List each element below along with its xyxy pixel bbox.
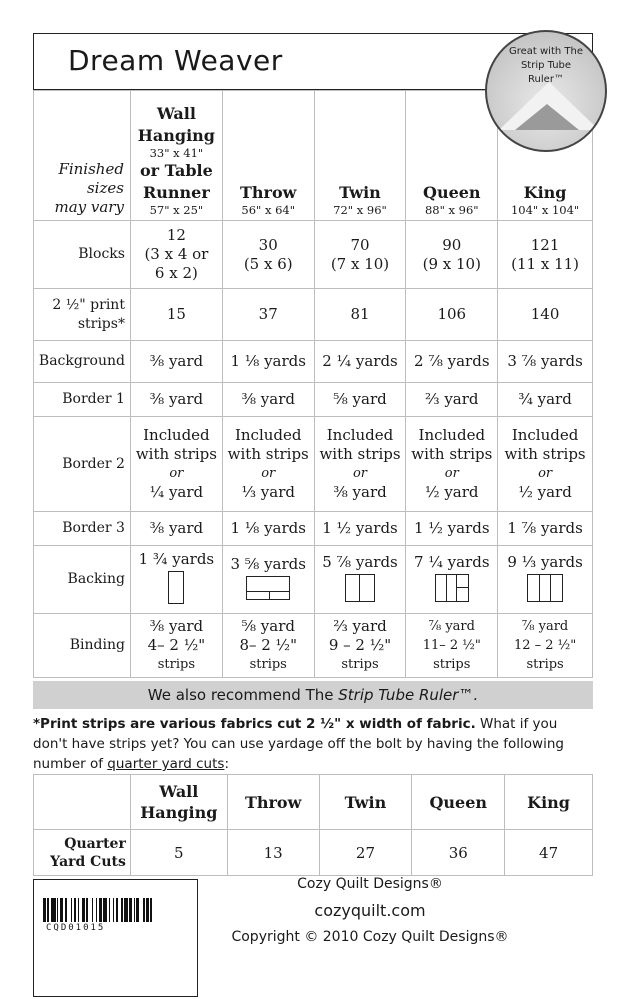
table-cell: 7 ¼ yards: [406, 546, 498, 614]
qcol-queen: Queen: [412, 775, 505, 830]
col-queen: Queen 88" x 96": [406, 91, 498, 221]
copyright: Copyright © 2010 Cozy Quilt Designs®: [231, 929, 509, 945]
table-cell: 121 (11 x 11): [498, 221, 593, 289]
border3-row: [34, 512, 593, 546]
table-cell: 13: [227, 830, 319, 876]
recommend-banner: We also recommend The Strip Tube Ruler™.: [33, 681, 593, 709]
row-label: Border 1: [34, 383, 131, 417]
table-cell: 12 (3 x 4 or 6 x 2): [130, 221, 222, 289]
row-label: Blocks: [34, 221, 131, 289]
table-cell: 9 ⅓ yards: [498, 546, 593, 614]
col-king: King 104" x 104": [498, 91, 593, 221]
table-cell: 15: [130, 289, 222, 341]
table-cell: Included with strips or ½ yard: [406, 417, 498, 512]
strips-row: [34, 289, 593, 341]
blocks-row: [34, 221, 593, 289]
col-twin: Twin 72" x 96": [314, 91, 406, 221]
table-cell: ⅜ yard: [222, 383, 314, 417]
table-cell: 70 (7 x 10): [314, 221, 406, 289]
quarter-values-row: [34, 830, 593, 876]
table-cell: 27: [319, 830, 412, 876]
row-label: Background: [34, 341, 131, 383]
table-cell: ⅜ yard: [130, 341, 222, 383]
ruler-inner-icon: [515, 104, 579, 130]
table-cell: 1 ⅞ yards: [498, 512, 593, 546]
table-cell: 30 (5 x 6): [222, 221, 314, 289]
badge-line-3: Ruler™: [528, 74, 564, 85]
yardage-table: [33, 90, 593, 678]
table-cell: 81: [314, 289, 406, 341]
twin-layout-icon: [345, 574, 375, 602]
quarter-yard-table: [33, 774, 593, 876]
table-cell: ⅜ yard: [130, 512, 222, 546]
banner-brand: Strip Tube Ruler™.: [338, 686, 479, 704]
table-cell: Included with strips or ¼ yard: [130, 417, 222, 512]
qcol-wall-hanging: Wall Hanging: [130, 775, 227, 830]
table-cell: ⅜ yard: [130, 383, 222, 417]
table-cell: 106: [406, 289, 498, 341]
table-cell: Included with strips or ½ yard: [498, 417, 593, 512]
binding-row: [34, 614, 593, 678]
website: cozyquilt.com: [314, 901, 426, 920]
table-cell: ⅝ yard 8– 2 ½" strips: [222, 614, 314, 678]
row-label: Border 2: [34, 417, 131, 512]
pattern-title: Dream Weaver: [68, 44, 283, 77]
finished-sizes-note: Finished sizes may vary: [34, 91, 131, 221]
empty-header: [34, 775, 131, 830]
badge-line-1: Great with The: [508, 46, 583, 57]
qcol-king: King: [505, 775, 593, 830]
backing-row: [34, 546, 593, 614]
table-cell: 3 ⅝ yards: [222, 546, 314, 614]
border2-row: [34, 417, 593, 512]
barcode-box: [33, 879, 198, 997]
table-cell: 37: [222, 289, 314, 341]
table-cell: Included with strips or ⅓ yard: [222, 417, 314, 512]
quarter-header-row: [34, 775, 593, 830]
border1-row: [34, 383, 593, 417]
company-name: Cozy Quilt Designs®: [297, 876, 443, 892]
king-layout-icon: [527, 574, 563, 602]
table-cell: ⅝ yard: [314, 383, 406, 417]
table-cell: ¾ yard: [498, 383, 593, 417]
table-cell: ⅔ yard 9 – 2 ½" strips: [314, 614, 406, 678]
qcol-throw: Throw: [227, 775, 319, 830]
table-cell: 1 ⅛ yards: [222, 341, 314, 383]
wall-layout-icon: [168, 571, 184, 604]
table-cell: 2 ⅞ yards: [406, 341, 498, 383]
table-cell: ⅞ yard 11– 2 ½" strips: [406, 614, 498, 678]
col-throw: Throw 56" x 64": [222, 91, 314, 221]
row-label: Backing: [34, 546, 131, 614]
row-label: Binding: [34, 614, 131, 678]
table-cell: 140: [498, 289, 593, 341]
table-cell: 47: [505, 830, 593, 876]
table-cell: 1 ⅛ yards: [222, 512, 314, 546]
table-cell: Included with strips or ⅜ yard: [314, 417, 406, 512]
row-label: Border 3: [34, 512, 131, 546]
table-cell: ⅔ yard: [406, 383, 498, 417]
row-label: Quarter Yard Cuts: [34, 830, 131, 876]
table-cell: 2 ¼ yards: [314, 341, 406, 383]
barcode-number: CQD01015: [46, 923, 106, 933]
queen-layout-icon: [435, 574, 469, 602]
col-wall-hanging: Wall Hanging 33" x 41" or Table Runner 57" x 25": [130, 91, 222, 221]
table-cell: 90 (9 x 10): [406, 221, 498, 289]
table-cell: ⅜ yard 4– 2 ½" strips: [130, 614, 222, 678]
row-label: 2 ½" print strips*: [34, 289, 131, 341]
print-strips-note: *Print strips are various fabrics cut 2 ½" x width of fabric. What if you don't have strips yet? You can use yardage off the bolt by having the following number of quarter yard cuts:: [33, 716, 564, 772]
qcol-twin: Twin: [319, 775, 412, 830]
table-cell: 1 ½ yards: [406, 512, 498, 546]
table-cell: ⅞ yard 12 – 2 ½" strips: [498, 614, 593, 678]
barcode-icon: [43, 898, 188, 922]
table-cell: 36: [412, 830, 505, 876]
table-cell: 5: [130, 830, 227, 876]
table-cell: 1 ¾ yards: [130, 546, 222, 614]
table-cell: 5 ⅞ yards: [314, 546, 406, 614]
table-cell: 1 ½ yards: [314, 512, 406, 546]
badge-line-2: Strip Tube: [520, 60, 572, 71]
table-cell: 3 ⅞ yards: [498, 341, 593, 383]
background-row: [34, 341, 593, 383]
throw-layout-icon: [246, 576, 290, 600]
strip-tube-ruler-badge: [485, 30, 607, 152]
